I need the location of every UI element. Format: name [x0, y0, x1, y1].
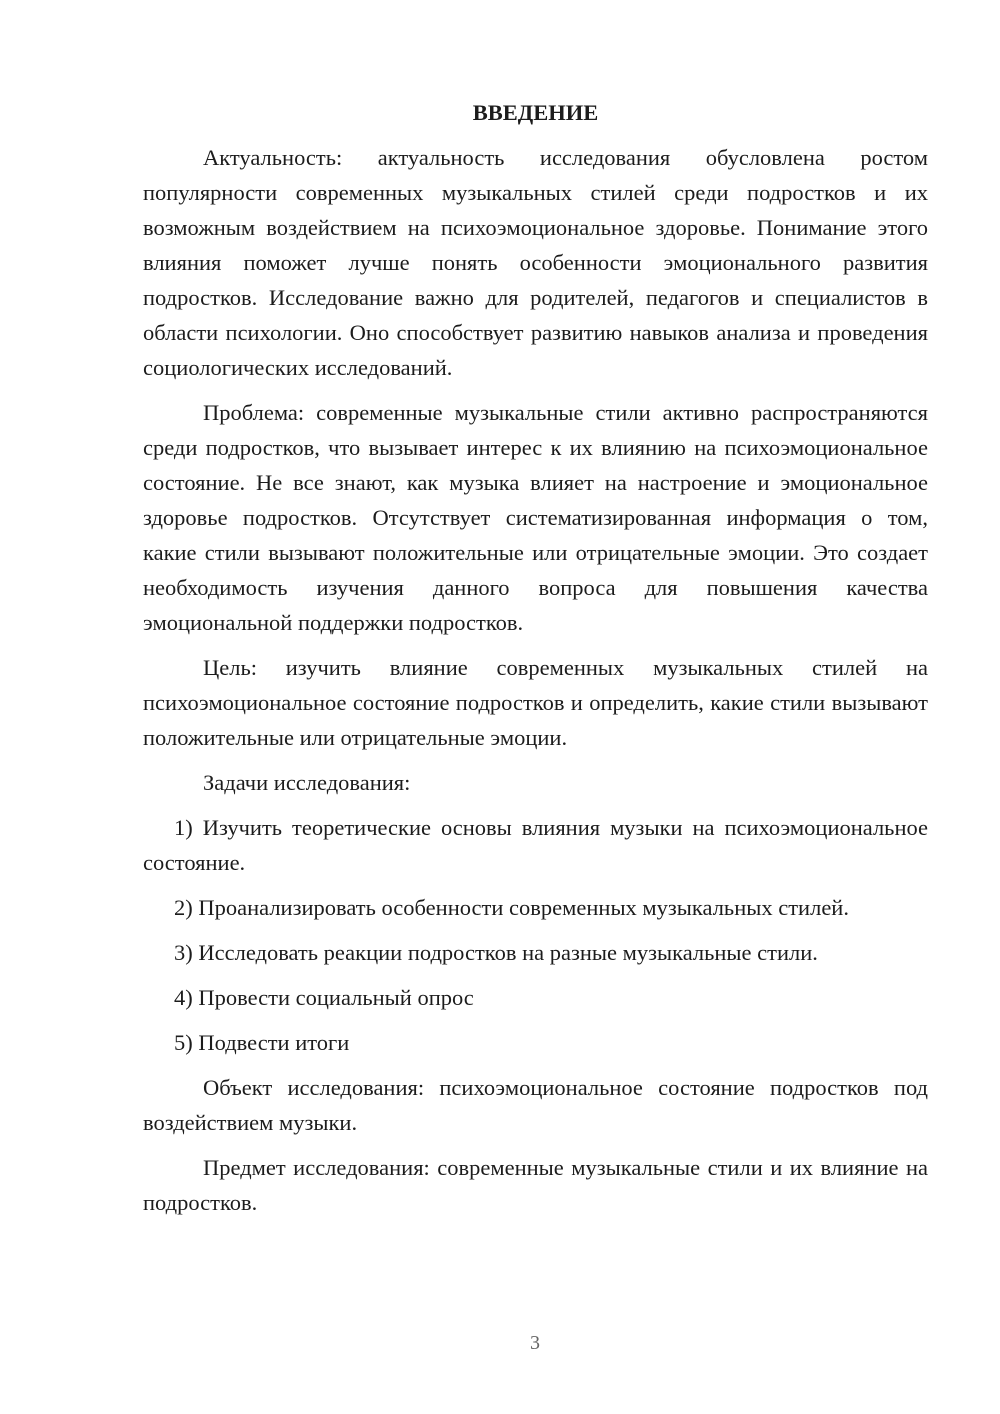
task-item-4: 4) Провести социальный опрос [174, 985, 474, 1010]
task-item-5: 5) Подвести итоги [174, 1030, 350, 1055]
paragraph-goal: Цель: изучить влияние современных музыкальных стилей на психоэмоциональное состояние подростков и определить, какие стили вызывают положительные или отрицательные эмоции. [143, 655, 928, 750]
tasks-heading: Задачи исследования: [203, 770, 411, 795]
paragraph-subject: Предмет исследования: современные музыкальные стили и их влияние на подростков. [143, 1155, 928, 1215]
paragraph-problem: Проблема: современные музыкальные стили активно распространяются среди подростков, что вызывает интерес к их влиянию на психоэмоциональное состояние. Не все знают, как музыка влияет на настроение и эмоциональное здоровье подростков. Отсутствует систематизированная информация о том, какие стили вызывают положительные или отрицательные эмоции. Это создает необходимость изучения данного вопроса для повышения качества эмоциональной поддержки подростков. [143, 400, 928, 635]
page-content [143, 95, 928, 1230]
paragraph-relevance: Актуальность: актуальность исследования обусловлена ростом популярности современных музыкальных стилей среди подростков и их возможным воздействием на психоэмоциональное здоровье. Понимание этого влияния поможет лучше понять особенности эмоционального развития подростков. Исследование важно для родителей, педагогов и специалистов в области психологии. Оно способствует развитию навыков анализа и проведения социологических исследований. [143, 145, 928, 380]
page-title: ВВЕДЕНИЕ [472, 100, 599, 125]
task-item-2: 2) Проанализировать особенности современных музыкальных стилей. [174, 895, 849, 920]
task-item-1: 1) Изучить теоретические основы влияния музыки на психоэмоциональное состояние. [143, 815, 928, 875]
paragraph-object: Объект исследования: психоэмоциональное состояние подростков под воздействием музыки. [143, 1075, 928, 1135]
page-number: 3 [530, 1332, 540, 1354]
task-item-3: 3) Исследовать реакции подростков на разные музыкальные стили. [174, 940, 818, 965]
